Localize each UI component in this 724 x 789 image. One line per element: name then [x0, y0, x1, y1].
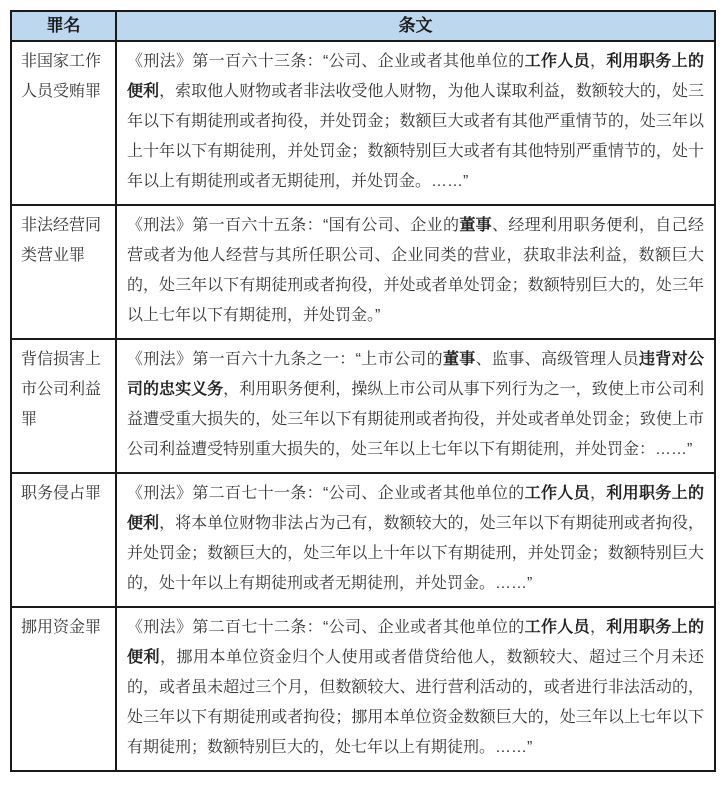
provision-text: 《刑法》第一百六十九条之一：“上市公司的	[127, 351, 443, 368]
provision-emphasis-text: 工作人员	[524, 53, 590, 70]
crime-name-cell: 非法经营同类营业罪	[11, 205, 116, 339]
provision-text: 《刑法》第一百六十三条：“公司、企业或者其他单位的	[127, 53, 525, 70]
provision-text: 《刑法》第二百七十二条：“公司、企业或者其他单位的	[127, 619, 525, 636]
provision-emphasis-text: 工作人员	[524, 485, 590, 502]
provision-emphasis-text: 董事	[459, 217, 492, 234]
provision-text: 《刑法》第一百六十五条：“国有公司、企业的	[127, 217, 460, 234]
provision-emphasis-text: 利用职务上的便利	[127, 485, 704, 532]
provision-text: 、经理利用职务便利，自己经营或者为他人经营与其所任职公司、企业同类的营业，获取非法利益，数额巨大的，处三年以下有期徒刑或者拘役，并处或者单处罚金；数额特别巨大的，处三年以上七年以下有期徒刑，并处罚金。”	[127, 217, 704, 324]
provision-text: ，挪用本单位资金归个人使用或者借贷给他人，数额较大、超过三个月未还的，或者虽未超过三个月，但数额较大、进行营利活动的，或者进行非法活动的，处三年以下有期徒刑或者拘役；挪用本单位资金数额巨大的，处三年以上七年以下有期徒刑；数额特别巨大的，处七年以上有期徒刑。……”	[127, 649, 704, 756]
provision-text: 《刑法》第二百七十一条：“公司、企业或者其他单位的	[127, 485, 525, 502]
criminal-law-provisions-table	[10, 10, 716, 772]
provision-text: ，	[589, 619, 607, 636]
provision-emphasis-text: 董事	[442, 351, 476, 368]
column-header-provision: 条文	[116, 11, 715, 41]
provision-text: ，	[589, 485, 607, 502]
crime-name-cell: 背信损害上市公司利益罪	[11, 339, 116, 473]
table-header-row	[11, 11, 715, 41]
column-header-crime: 罪名	[11, 11, 116, 41]
provision-text-cell	[116, 339, 715, 473]
provision-text-cell	[116, 205, 715, 339]
provision-emphasis-text: 工作人员	[524, 619, 590, 636]
crime-name-cell: 挪用资金罪	[11, 607, 116, 771]
crime-name-cell: 职务侵占罪	[11, 473, 116, 607]
provision-text: ，将本单位财物非法占为己有，数额较大的，处三年以下有期徒刑或者拘役，并处罚金；数额巨大的，处三年以上十年以下有期徒刑，并处罚金；数额特别巨大的，处十年以上有期徒刑或者无期徒刑，并处罚金。……”	[127, 515, 704, 592]
table-row	[11, 473, 715, 607]
provision-text: ，索取他人财物或者非法收受他人财物，为他人谋取利益，数额较大的，处三年以下有期徒刑或者拘役，并处罚金；数额巨大或者有其他严重情节的，处三年以上十年以下有期徒刑，并处罚金；数额特别巨大或者有其他特别严重情节的，处十年以上有期徒刑或者无期徒刑，并处罚金。……”	[127, 83, 704, 190]
crime-name-cell: 非国家工作人员受贿罪	[11, 41, 116, 205]
provision-text-cell	[116, 473, 715, 607]
provision-text: ，利用职务便利，操纵上市公司从事下列行为之一，致使上市公司利益遭受重大损失的，处三年以下有期徒刑或者拘役，并处或者单处罚金；致使上市公司利益遭受特别重大损失的，处三年以上七年以下有期徒刑，并处罚金：……”	[127, 381, 704, 458]
table-row	[11, 205, 715, 339]
table-row	[11, 607, 715, 771]
provision-text-cell	[116, 607, 715, 771]
provision-text: ，	[589, 53, 607, 70]
provision-text: 、监事、高级管理人员	[475, 351, 639, 368]
provision-text-cell	[116, 41, 715, 205]
provision-emphasis-text: 利用职务上的便利	[127, 53, 704, 100]
provision-emphasis-text: 违背对公司的忠实义务	[127, 351, 704, 398]
provision-emphasis-text: 利用职务上的便利	[127, 619, 704, 666]
table-row	[11, 339, 715, 473]
table-row	[11, 41, 715, 205]
